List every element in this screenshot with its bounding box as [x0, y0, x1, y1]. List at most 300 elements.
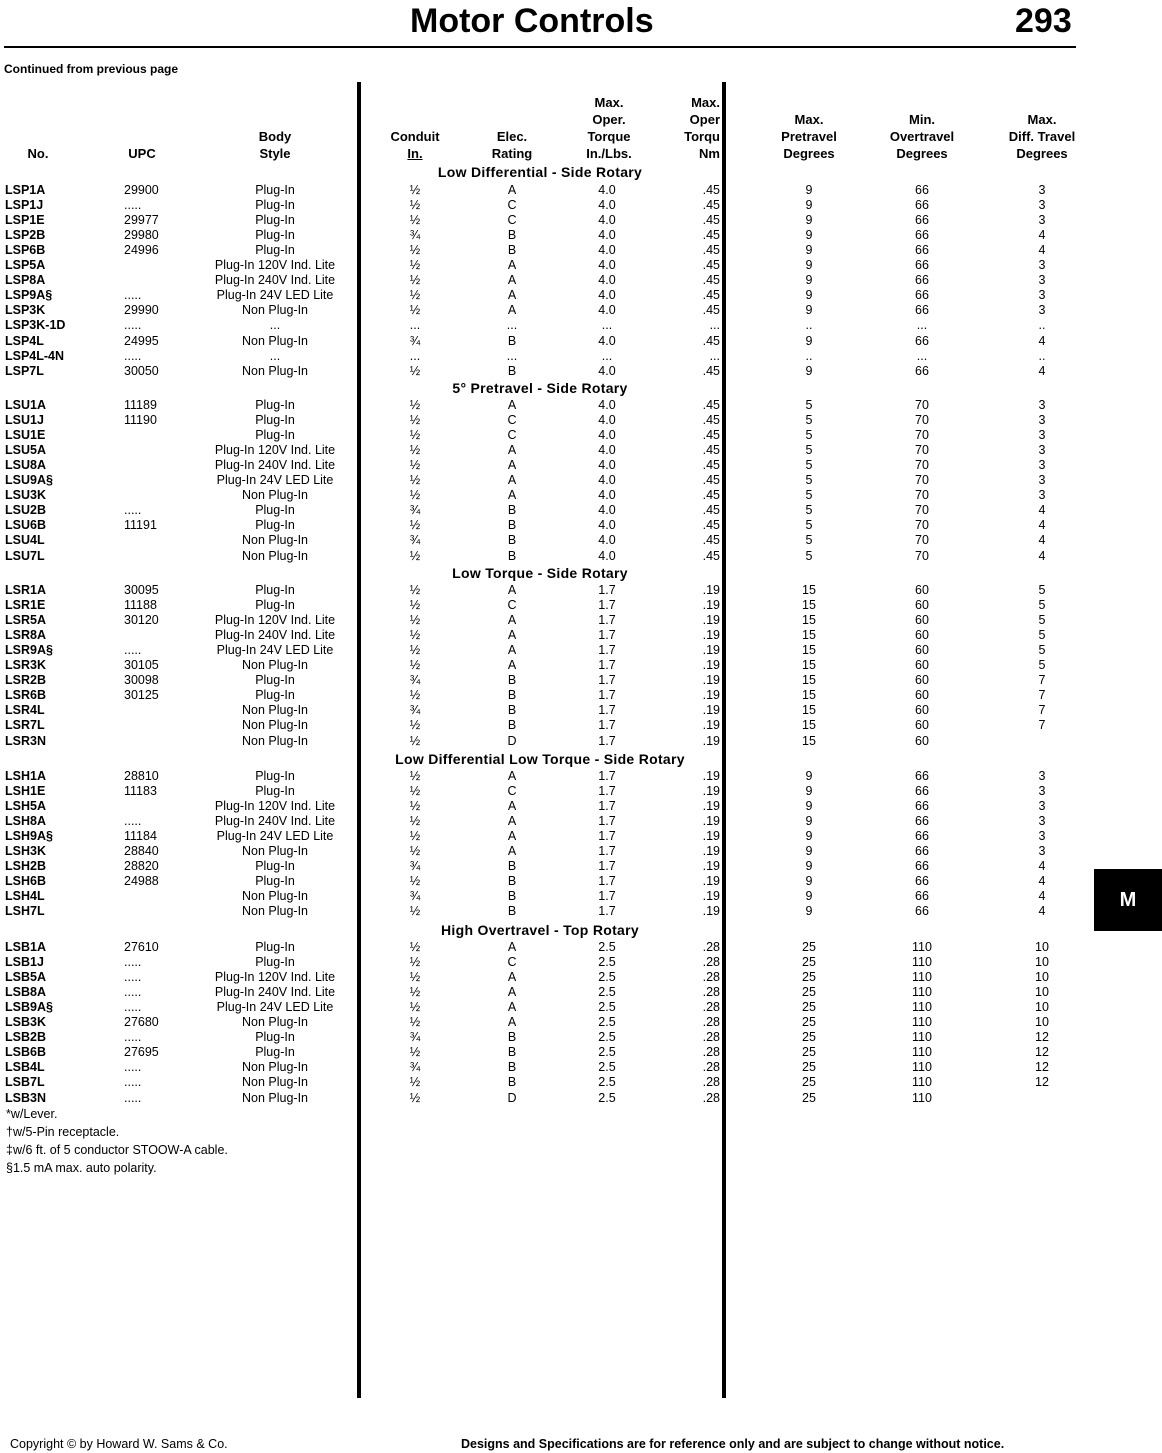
cell-elec-rating: C [507, 598, 517, 613]
cell-torque-nm: .45 [702, 548, 720, 563]
cell-conduit: ½ [409, 1000, 421, 1015]
cell-conduit: ½ [409, 814, 421, 829]
footnote: *w/Lever. [6, 1107, 58, 1121]
cell-part-number: LSB8A [5, 985, 46, 1000]
cell-overtravel: 60 [915, 718, 929, 733]
cell-torque-lbs: 1.7 [598, 718, 616, 733]
cell-overtravel: 70 [915, 548, 929, 563]
cell-body-style: Plug-In 120V Ind. Lite [214, 613, 336, 628]
cell-torque-nm: .19 [702, 769, 720, 783]
cell-pretravel: 5 [805, 503, 813, 518]
column-header-difftravel [998, 111, 1086, 162]
cell-diff-travel: 4 [1038, 228, 1046, 243]
cell-part-number: LSH5A [5, 799, 46, 814]
cell-overtravel: 66 [915, 829, 929, 844]
cell-diff-travel: 5 [1038, 658, 1046, 673]
cell-overtravel: 110 [912, 1075, 932, 1090]
cell-torque-nm: .19 [702, 859, 720, 874]
cell-elec-rating: B [507, 718, 517, 733]
cell-diff-travel: 4 [1038, 874, 1046, 889]
cell-torque-nm: .19 [702, 598, 720, 613]
cell-upc: 30120 [124, 613, 159, 628]
table-row [0, 398, 1162, 413]
cell-torque-lbs: 1.7 [598, 769, 616, 783]
cell-body-style: ... [269, 318, 281, 333]
cell-body-style: Non Plug-In [241, 904, 308, 919]
column-header-upc [120, 145, 164, 162]
cell-diff-travel: 3 [1038, 799, 1046, 814]
cell-body-style: Plug-In 120V Ind. Lite [214, 799, 336, 814]
cell-overtravel: ... [916, 348, 928, 363]
table-row [0, 503, 1162, 518]
cell-body-style: Non Plug-In [241, 1060, 308, 1075]
cell-part-number: LSR4L [5, 703, 45, 718]
table-row [0, 334, 1162, 349]
cell-body-style: Plug-In [255, 243, 295, 258]
cell-torque-lbs: 2.5 [598, 1060, 616, 1075]
table-row [0, 318, 1162, 333]
cell-diff-travel: 4 [1038, 518, 1046, 533]
table-row [0, 955, 1162, 970]
cell-elec-rating: A [507, 1000, 517, 1015]
cell-diff-travel: 4 [1038, 904, 1046, 919]
cell-torque-nm: .19 [702, 904, 720, 919]
cell-diff-travel: 4 [1038, 533, 1046, 548]
cell-part-number: LSH8A [5, 814, 46, 829]
cell-torque-nm: .19 [702, 844, 720, 859]
column-header-no [20, 145, 56, 162]
cell-part-number: LSU1E [5, 428, 46, 443]
column-header-torque-nm [672, 94, 720, 162]
table-row [0, 814, 1162, 829]
cell-body-style: Plug-In 24V LED Lite [216, 1000, 334, 1015]
cell-pretravel: 9 [805, 814, 813, 829]
cell-diff-travel: 3 [1038, 428, 1046, 443]
cell-elec-rating: A [507, 303, 517, 318]
cell-conduit: ½ [409, 784, 421, 799]
cell-torque-nm: .45 [702, 303, 720, 318]
table-row [0, 874, 1162, 889]
section-title: High Overtravel - Top Rotary [441, 922, 639, 938]
cell-body-style: Non Plug-In [241, 718, 308, 733]
cell-upc: ..... [124, 955, 142, 970]
cell-elec-rating: A [507, 1015, 517, 1030]
cell-elec-rating: A [507, 583, 517, 597]
cell-elec-rating: A [507, 258, 517, 273]
cell-body-style: Non Plug-In [241, 703, 308, 718]
cell-torque-nm: .45 [702, 228, 720, 243]
cell-overtravel: 66 [915, 814, 929, 829]
cell-body-style: Plug-In [255, 518, 295, 533]
cell-upc: 30095 [124, 583, 159, 597]
cell-pretravel: 15 [802, 583, 816, 597]
cell-torque-nm: .19 [702, 733, 720, 748]
cell-torque-lbs: 1.7 [598, 799, 616, 814]
cell-overtravel: 60 [915, 628, 929, 643]
cell-elec-rating: B [507, 503, 517, 518]
cell-torque-nm: .28 [702, 1045, 720, 1060]
cell-overtravel: 70 [915, 428, 929, 443]
table-row [0, 904, 1162, 919]
cell-pretravel: 9 [805, 829, 813, 844]
cell-conduit: ½ [409, 273, 421, 288]
column-header-line: Oper [689, 112, 720, 127]
cell-overtravel: 70 [915, 518, 929, 533]
cell-diff-travel: 5 [1038, 598, 1046, 613]
cell-conduit: ½ [409, 628, 421, 643]
cell-body-style: Plug-In [255, 503, 295, 518]
column-header-conduit [380, 128, 450, 162]
cell-part-number: LSR6B [5, 688, 46, 703]
table-row [0, 1075, 1162, 1090]
cell-conduit: ½ [409, 303, 421, 318]
cell-pretravel: 5 [805, 398, 813, 412]
cell-overtravel: 110 [912, 955, 932, 970]
cell-diff-travel: 7 [1038, 718, 1046, 733]
cell-body-style: Plug-In [255, 955, 295, 970]
cell-torque-nm: .28 [702, 1000, 720, 1015]
cell-pretravel: 9 [805, 859, 813, 874]
cell-part-number: LSH1E [5, 784, 46, 799]
cell-part-number: LSU1J [5, 413, 44, 428]
cell-body-style: Plug-In [255, 598, 295, 613]
cell-body-style: Plug-In [255, 1045, 295, 1060]
cell-elec-rating: A [507, 273, 517, 288]
cell-conduit: ¾ [409, 703, 421, 718]
cell-torque-lbs: 2.5 [598, 970, 616, 985]
cell-overtravel: 70 [915, 458, 929, 473]
cell-upc: ..... [124, 970, 142, 985]
cell-conduit: ¾ [409, 533, 421, 548]
cell-torque-lbs: 4.0 [598, 413, 616, 428]
cell-upc: 28840 [124, 844, 159, 859]
cell-body-style: Plug-In 120V Ind. Lite [214, 443, 336, 458]
cell-upc: 30098 [124, 673, 159, 688]
cell-diff-travel: 10 [1035, 955, 1049, 970]
cell-conduit: ½ [409, 829, 421, 844]
cell-elec-rating: B [507, 333, 517, 348]
cell-diff-travel: 10 [1035, 940, 1049, 954]
cell-part-number: LSU3K [5, 488, 46, 503]
cell-diff-travel: 5 [1038, 583, 1046, 597]
cell-body-style: Plug-In [255, 228, 295, 243]
cell-elec-rating: C [507, 784, 517, 799]
cell-torque-lbs: 2.5 [598, 1015, 616, 1030]
cell-part-number: LSU5A [5, 443, 46, 458]
cell-overtravel: 70 [915, 488, 929, 503]
cell-torque-lbs: 1.7 [598, 859, 616, 874]
cell-upc: 29900 [124, 183, 159, 197]
cell-pretravel: 15 [802, 658, 816, 673]
cell-conduit: ½ [409, 874, 421, 889]
cell-upc: ..... [124, 1030, 142, 1045]
cell-torque-lbs: 4.0 [598, 488, 616, 503]
cell-upc: 29977 [124, 213, 159, 228]
cell-elec-rating: B [507, 889, 517, 904]
column-header-line: No. [27, 146, 49, 161]
column-header-line: Elec. [496, 129, 528, 144]
cell-part-number: LSB4L [5, 1060, 45, 1075]
cell-torque-nm: .19 [702, 799, 720, 814]
cell-conduit: ½ [409, 985, 421, 1000]
cell-elec-rating: B [507, 1030, 517, 1045]
cell-body-style: Plug-In 24V LED Lite [216, 288, 334, 303]
cell-upc: ..... [124, 318, 142, 333]
cell-diff-travel: 3 [1038, 183, 1046, 197]
cell-body-style: Plug-In 120V Ind. Lite [214, 970, 336, 985]
cell-part-number: LSP1J [5, 198, 44, 213]
cell-pretravel: 25 [802, 1000, 816, 1015]
cell-elec-rating: B [507, 874, 517, 889]
cell-conduit: ½ [409, 718, 421, 733]
cell-diff-travel: 3 [1038, 213, 1046, 228]
cell-upc: 27695 [124, 1045, 159, 1060]
cell-body-style: Non Plug-In [241, 1075, 308, 1090]
cell-torque-nm: .45 [702, 363, 720, 378]
cell-diff-travel: 7 [1038, 703, 1046, 718]
cell-torque-nm: .28 [702, 970, 720, 985]
cell-upc: 11184 [124, 829, 157, 844]
cell-diff-travel: 4 [1038, 503, 1046, 518]
cell-body-style: Non Plug-In [241, 658, 308, 673]
cell-torque-nm: .45 [702, 488, 720, 503]
cell-torque-lbs: 4.0 [598, 258, 616, 273]
cell-overtravel: 66 [915, 904, 929, 919]
table-row [0, 985, 1162, 1000]
cell-conduit: ½ [409, 473, 421, 488]
cell-part-number: LSP2B [5, 228, 46, 243]
cell-part-number: LSR5A [5, 613, 46, 628]
cell-elec-rating: A [507, 844, 517, 859]
cell-elec-rating: D [507, 1090, 517, 1105]
table-row [0, 1060, 1162, 1075]
cell-body-style: Plug-In 24V LED Lite [216, 829, 334, 844]
cell-elec-rating: A [507, 473, 517, 488]
cell-conduit: ½ [409, 458, 421, 473]
cell-part-number: LSP6B [5, 243, 46, 258]
cell-diff-travel: 3 [1038, 814, 1046, 829]
cell-torque-nm: .45 [702, 243, 720, 258]
section-title: Low Torque - Side Rotary [452, 565, 628, 581]
cell-conduit: ½ [409, 183, 421, 197]
cell-torque-nm: .45 [702, 503, 720, 518]
cell-diff-travel: 7 [1038, 673, 1046, 688]
cell-upc: 28820 [124, 859, 159, 874]
cell-diff-travel: 10 [1035, 1015, 1049, 1030]
cell-torque-nm: .19 [702, 814, 720, 829]
table-row [0, 658, 1162, 673]
cell-pretravel: 15 [802, 613, 816, 628]
continued-note: Continued from previous page [4, 62, 179, 76]
table-row [0, 288, 1162, 303]
table-row [0, 829, 1162, 844]
cell-upc: 24988 [124, 874, 159, 889]
cell-overtravel: ... [916, 318, 928, 333]
cell-part-number: LSP9A§ [5, 288, 53, 303]
cell-elec-rating: A [507, 985, 517, 1000]
cell-elec-rating: B [507, 548, 517, 563]
cell-torque-nm: .19 [702, 613, 720, 628]
cell-torque-lbs: 1.7 [598, 829, 616, 844]
cell-torque-nm: .45 [702, 518, 720, 533]
cell-conduit: ... [409, 318, 421, 333]
cell-overtravel: 60 [915, 643, 929, 658]
cell-torque-lbs: 2.5 [598, 1030, 616, 1045]
cell-overtravel: 110 [912, 1000, 932, 1015]
cell-overtravel: 66 [915, 799, 929, 814]
cell-body-style: Non Plug-In [241, 363, 308, 378]
cell-body-style: Plug-In [255, 183, 295, 197]
cell-overtravel: 60 [915, 598, 929, 613]
cell-elec-rating: A [507, 288, 517, 303]
cell-upc: 24995 [124, 333, 159, 348]
column-header-line: Diff. Travel [1008, 129, 1076, 144]
cell-diff-travel: 5 [1038, 613, 1046, 628]
cell-pretravel: 25 [802, 1090, 816, 1105]
cell-torque-lbs: 4.0 [598, 183, 616, 197]
cell-pretravel: 15 [802, 703, 816, 718]
table-row [0, 598, 1162, 613]
table-row [0, 303, 1162, 318]
cell-conduit: ½ [409, 940, 421, 954]
cell-torque-nm: .28 [702, 1090, 720, 1105]
column-header-overtravel [880, 111, 964, 162]
cell-torque-lbs: 1.7 [598, 673, 616, 688]
cell-upc: ..... [124, 198, 142, 213]
cell-conduit: ½ [409, 643, 421, 658]
cell-body-style: Plug-In 240V Ind. Lite [214, 458, 336, 473]
table-row [0, 549, 1162, 564]
cell-torque-lbs: ... [601, 348, 613, 363]
cell-overtravel: 110 [912, 1030, 932, 1045]
cell-torque-lbs: 1.7 [598, 904, 616, 919]
table-row [0, 258, 1162, 273]
cell-upc: ..... [124, 814, 142, 829]
cell-part-number: LSB9A§ [5, 1000, 53, 1015]
cell-torque-nm: .19 [702, 703, 720, 718]
cell-elec-rating: A [507, 829, 517, 844]
cell-pretravel: 9 [805, 213, 813, 228]
cell-torque-lbs: 4.0 [598, 428, 616, 443]
cell-conduit: ¾ [409, 1030, 421, 1045]
cell-torque-nm: .45 [702, 183, 720, 197]
cell-conduit: ½ [409, 598, 421, 613]
column-header-line: Overtravel [889, 129, 955, 144]
cell-elec-rating: B [507, 243, 517, 258]
table-row [0, 970, 1162, 985]
cell-torque-lbs: 1.7 [598, 658, 616, 673]
cell-conduit: ½ [409, 258, 421, 273]
cell-upc: 30125 [124, 688, 159, 703]
cell-pretravel: 5 [805, 458, 813, 473]
cell-upc: 30105 [124, 658, 159, 673]
cell-pretravel: 9 [805, 769, 813, 783]
cell-part-number: LSU6B [5, 518, 46, 533]
cell-part-number: LSP1A [5, 183, 46, 197]
cell-body-style: Plug-In [255, 769, 295, 783]
cell-upc: ..... [124, 288, 142, 303]
cell-overtravel: 70 [915, 473, 929, 488]
cell-part-number: LSR7L [5, 718, 45, 733]
cell-overtravel: 60 [915, 733, 929, 748]
cell-part-number: LSB7L [5, 1075, 45, 1090]
cell-part-number: LSU9A§ [5, 473, 53, 488]
table-row [0, 428, 1162, 443]
cell-pretravel: 15 [802, 688, 816, 703]
cell-torque-nm: .45 [702, 533, 720, 548]
cell-overtravel: 66 [915, 889, 929, 904]
cell-part-number: LSB5A [5, 970, 46, 985]
cell-part-number: LSP7L [5, 363, 44, 378]
cell-elec-rating: B [507, 228, 517, 243]
cell-torque-lbs: 4.0 [598, 503, 616, 518]
cell-upc: 29990 [124, 303, 159, 318]
table-row [0, 583, 1162, 598]
cell-conduit: ¾ [409, 503, 421, 518]
cell-pretravel: 9 [805, 288, 813, 303]
cell-elec-rating: C [507, 428, 517, 443]
table-row [0, 413, 1162, 428]
cell-elec-rating: C [507, 413, 517, 428]
cell-body-style: Plug-In 24V LED Lite [216, 643, 334, 658]
table-row [0, 784, 1162, 799]
cell-elec-rating: A [507, 940, 517, 954]
cell-diff-travel: 3 [1038, 769, 1046, 783]
cell-overtravel: 110 [912, 940, 932, 954]
cell-upc: ..... [124, 348, 142, 363]
cell-torque-lbs: 4.0 [598, 273, 616, 288]
cell-diff-travel: 4 [1038, 333, 1046, 348]
cell-pretravel: 25 [802, 1060, 816, 1075]
cell-torque-lbs: 1.7 [598, 889, 616, 904]
cell-overtravel: 66 [915, 874, 929, 889]
cell-body-style: Plug-In [255, 859, 295, 874]
cell-part-number: LSB3N [5, 1090, 46, 1105]
cell-overtravel: 110 [912, 970, 932, 985]
cell-conduit: ½ [409, 413, 421, 428]
cell-conduit: ½ [409, 799, 421, 814]
cell-pretravel: 15 [802, 673, 816, 688]
cell-upc: 29980 [124, 228, 159, 243]
cell-part-number: LSP8A [5, 273, 46, 288]
cell-diff-travel: 10 [1035, 970, 1049, 985]
cell-torque-nm: ... [709, 348, 720, 363]
cell-body-style: Plug-In [255, 428, 295, 443]
cell-diff-travel: 4 [1038, 859, 1046, 874]
cell-torque-nm: .19 [702, 784, 720, 799]
section-tab-m[interactable]: M [1094, 869, 1162, 931]
cell-diff-travel: 3 [1038, 273, 1046, 288]
cell-conduit: ½ [409, 955, 421, 970]
cell-elec-rating: B [507, 673, 517, 688]
cell-pretravel: 9 [805, 228, 813, 243]
cell-diff-travel: 12 [1035, 1045, 1049, 1060]
cell-pretravel: 5 [805, 518, 813, 533]
cell-torque-nm: .28 [702, 940, 720, 954]
column-header-torque-lbs [572, 94, 646, 162]
cell-torque-nm: .45 [702, 258, 720, 273]
cell-pretravel: 25 [802, 1015, 816, 1030]
table-row [0, 734, 1162, 749]
cell-upc: 11189 [124, 398, 157, 412]
cell-torque-lbs: 2.5 [598, 1090, 616, 1105]
cell-conduit: ½ [409, 1075, 421, 1090]
cell-elec-rating: B [507, 1045, 517, 1060]
table-row [0, 688, 1162, 703]
column-header-line: Style [259, 146, 291, 161]
cell-diff-travel: 3 [1038, 473, 1046, 488]
cell-part-number: LSH7L [5, 904, 45, 919]
